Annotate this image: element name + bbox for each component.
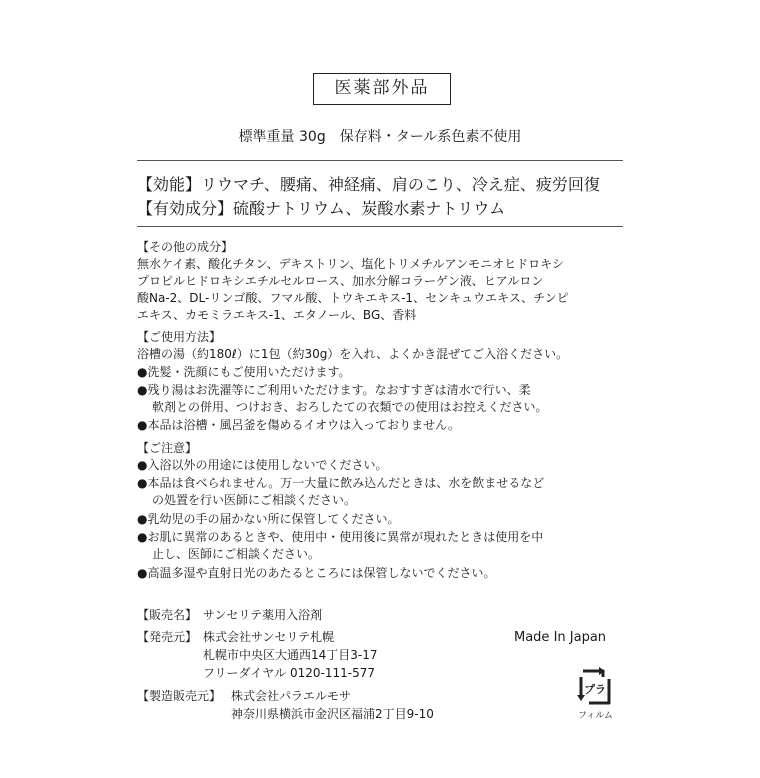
caution-bullet: ●乳幼児の手の届かない所に保管してください。 (137, 512, 400, 526)
caution-bullet: ●お肌に異常のあるときや、使用中・使用後に異常が現れたときは使用を中 (137, 530, 544, 544)
manufacturer-name: 株式会社パラエルモサ (231, 689, 352, 703)
ingredients-line: 酸Na-2、DL-リンゴ酸、フマル酸、トウキエキス-1、センキュウエキス、チンピ (137, 291, 569, 305)
caution-bullet-continued: の処置を行い医師にご相談ください。 (152, 493, 357, 507)
caution-bullet-continued: 止し、医師にご相談ください。 (152, 547, 321, 561)
category-box: 医薬部外品 (313, 73, 451, 105)
distributor-phone: フリーダイヤル 0120-111-577 (203, 666, 375, 680)
recycle-mark-label: フィルム (578, 711, 613, 721)
divider-top (137, 160, 623, 161)
product-name-label: 【販売名】 (137, 608, 198, 622)
weight-line: 標準重量 30g 保存料・タール系色素不使用 (238, 129, 522, 145)
other-ingredients-heading: 【その他の成分】 (137, 240, 234, 254)
usage-heading: 【ご使用方法】 (137, 330, 222, 344)
manufacturer-address: 神奈川県横浜市金沢区福浦2丁目9-10 (231, 707, 434, 721)
recycle-mark-text: プラ (584, 683, 606, 696)
distributor-name: 株式会社サンセリテ札幌 (203, 630, 335, 644)
usage-bullet: ●残り湯はお洗濯等にご利用いただけます。なおすすぎは清水で行い、柔 (137, 383, 531, 397)
ingredients-line: プロピルヒドロキシエチルセルロース、加水分解コラーゲン液、ヒアルロン (137, 274, 544, 288)
usage-bullet: ●洗髪・洗顔にもご使用いただけます。 (137, 365, 351, 379)
made-in-label: Made In Japan (514, 630, 607, 645)
ingredients-line: エキス、カモミラエキス-1、エタノール、BG、香料 (137, 308, 417, 322)
usage-bullet: ●本品は浴槽・風呂釜を傷めるイオウは入っておりません。 (137, 418, 460, 432)
caution-bullet: ●本品は食べられません。万一大量に飲み込んだときは、水を飲ませるなど (137, 476, 545, 490)
distributor-address: 札幌市中央区大通西14丁目3-17 (203, 648, 378, 662)
manufacturer-label: 【製造販売元】 (137, 689, 222, 703)
distributor-label: 【発売元】 (137, 630, 198, 644)
usage-bullet-continued: 軟剤との併用、つけおき、おろしたての衣類での使用はお控えください。 (152, 400, 548, 414)
caution-bullet: ●高温多湿や直射日光のあたるところには保管しないでください。 (137, 566, 496, 580)
ingredients-line: 無水ケイ素、酸化チタン、デキストリン、塩化トリメチルアンモニオヒドロキシ (137, 257, 564, 271)
active-ingredients-line: 【有効成分】硫酸ナトリウム、炭酸水素ナトリウム (137, 199, 506, 218)
efficacy-line: 【効能】リウマチ、腰痛、神経痛、肩のこり、冷え症、疲労回復 (137, 175, 600, 194)
caution-bullet: ●入浴以外の用途には使用しないでください。 (137, 458, 388, 472)
product-name: サンセリテ薬用入浴剤 (203, 608, 323, 622)
divider-middle (137, 226, 623, 227)
caution-heading: 【ご注意】 (137, 441, 198, 455)
usage-intro: 浴槽の湯（約180ℓ）に1包（約30g）を入れ、よくかき混ぜてご入浴ください。 (137, 347, 569, 361)
